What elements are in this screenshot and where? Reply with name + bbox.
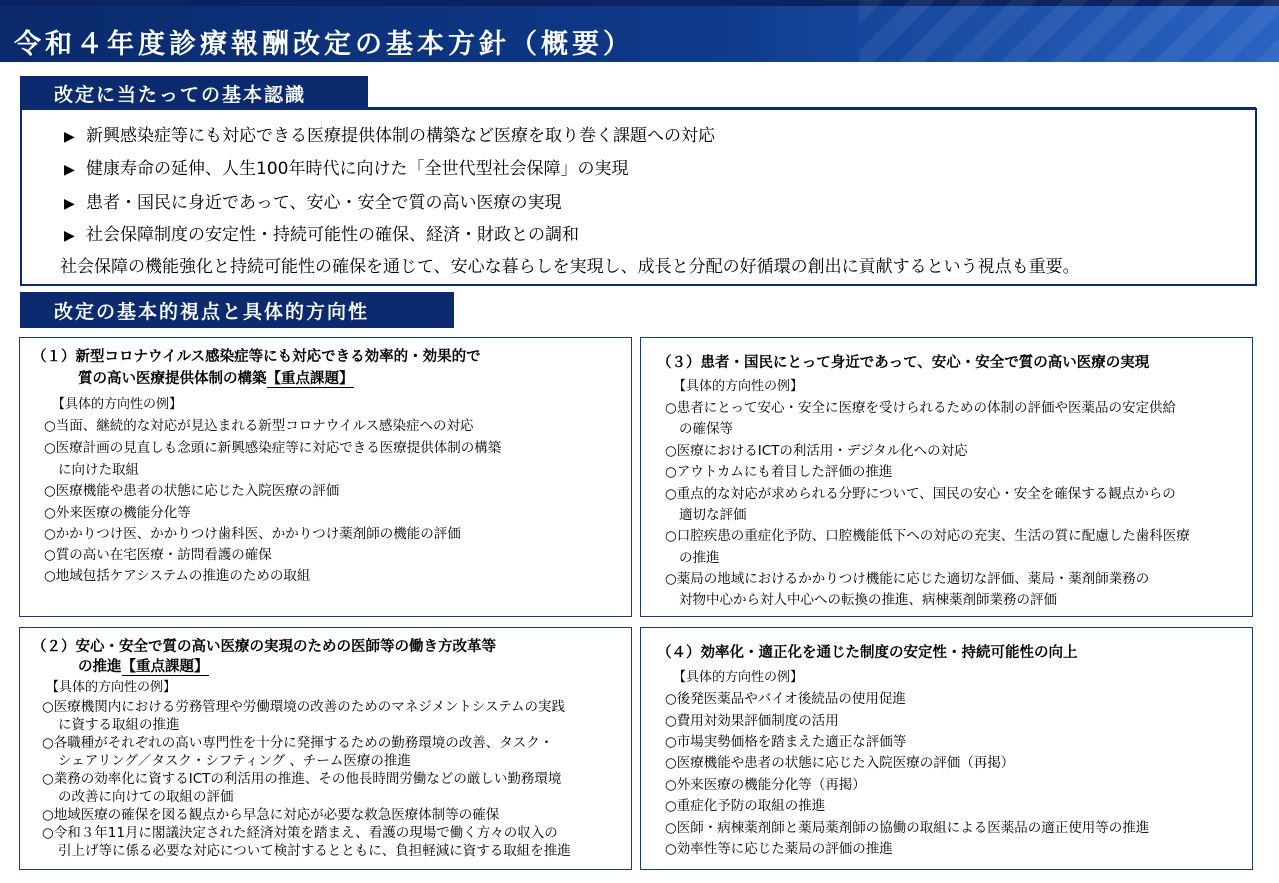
triangle-bullet-icon: ▶ xyxy=(64,162,75,178)
recognition-item: ▶ 健康寿命の延伸、人生100年時代に向けた「全世代型社会保障」の実現 xyxy=(64,159,629,179)
panel-heading-line2: 質の高い医療提供体制の構築【重点課題】 xyxy=(78,371,354,387)
viewpoint-panel-1 xyxy=(19,337,632,617)
list-item: ○地域医療の確保を図る観点から早急に対応が必要な救急医療体制等の確保 xyxy=(42,807,500,823)
viewpoint-panel-4 xyxy=(640,627,1253,870)
recognition-label: 改定に当たっての基本認識 xyxy=(20,76,368,110)
list-item: ○医師・病棟薬剤師と薬局薬剤師の協働の取組による医薬品の適正使用等の推進 xyxy=(665,820,1150,836)
list-item: ○業務の効率化に資するICTの利活用の推進、その他長時間労働などの厳しい勤務環境 xyxy=(42,771,562,787)
panel-heading: （２）安心・安全で質の高い医療の実現のための医師等の働き方改革等 xyxy=(32,639,496,655)
page-title: 令和４年度診療報酬改定の基本方針（概要） xyxy=(14,29,634,60)
list-item: ○医療機能や患者の状態に応じた入院医療の評価（再掲） xyxy=(665,755,1015,771)
list-item: ○当面、継続的な対応が見込まれる新型コロナウイルス感染症への対応 xyxy=(44,418,474,434)
panel-heading: （１）新型コロナウイルス感染症等にも対応できる効率的・効果的で xyxy=(32,349,481,365)
list-item: ○令和３年11月に閣議決定された経済対策を踏まえ、看護の現場で働く方々の収入の xyxy=(42,825,558,841)
triangle-bullet-icon: ▶ xyxy=(64,228,75,244)
list-item: 適切な評価 xyxy=(679,507,747,523)
recognition-summary: 社会保障の機能強化と持続可能性の確保を通じて、安心な暮らしを実現し、成長と分配の好循環の創出に貢献するという視点も重要。 xyxy=(60,257,1080,277)
list-item: ○医療計画の見直しも念頭に新興感染症等に対応できる医療提供体制の構築 xyxy=(44,440,502,456)
example-label: 【具体的方向性の例】 xyxy=(673,670,804,685)
list-item: ○医療機関内における労務管理や労働環境の改善のためのマネジメントシステムの実践 xyxy=(42,699,566,715)
list-item: に向けた取組 xyxy=(58,462,139,478)
list-item: ○地域包括ケアシステムの推進のための取組 xyxy=(44,568,311,584)
list-item: ○患者にとって安心・安全に医療を受けられるための体制の評価や医薬品の安定供給 xyxy=(665,400,1177,416)
list-item: の改善に向けての取組の評価 xyxy=(58,789,234,805)
list-item: ○重点的な対応が求められる分野について、国民の安心・安全を確保する観点からの xyxy=(665,486,1176,502)
list-item: ○薬局の地域におけるかかりつけ機能に応じた適切な評価、薬局・薬剤師業務の xyxy=(665,571,1150,587)
recognition-item: ▶ 新興感染症等にも対応できる医療提供体制の構築など医療を取り巻く課題への対応 xyxy=(64,126,715,146)
example-label: 【具体的方向性の例】 xyxy=(673,379,804,394)
list-item: ○各職種がそれぞれの高い専門性を十分に発揮するための勤務環境の改善、タスク・ xyxy=(42,735,554,751)
recognition-box xyxy=(20,108,1257,286)
priority-badge: 【重点課題】 xyxy=(121,659,209,675)
list-item: ○市場実勢価格を踏まえた適正な評価等 xyxy=(665,734,907,750)
list-item: ○医療におけるICTの利活用・デジタル化への対応 xyxy=(665,443,968,459)
viewpoint-panel-3 xyxy=(640,337,1253,617)
recognition-item: ▶ 社会保障制度の安定性・持続可能性の確保、経済・財政との調和 xyxy=(64,225,579,245)
list-item: ○かかりつけ医、かかりつけ歯科医、かかりつけ薬剤師の機能の評価 xyxy=(44,526,461,542)
list-item: の推進 xyxy=(679,550,720,566)
list-item: ○外来医療の機能分化等（再掲） xyxy=(665,777,866,793)
list-item: ○後発医薬品やバイオ後続品の使用促進 xyxy=(665,691,906,707)
recognition-item: ▶ 患者・国民に身近であって、安心・安全で質の高い医療の実現 xyxy=(64,193,562,213)
list-item: 対物中心から対人中心への転換の推進、病棟薬剤師業務の評価 xyxy=(679,592,1057,608)
list-item: ○質の高い在宅医療・訪問看護の確保 xyxy=(44,547,272,563)
panel-heading: （４）効率化・適正化を通じた制度の安定性・持続可能性の向上 xyxy=(657,645,1078,661)
list-item: ○アウトカムにも着目した評価の推進 xyxy=(665,464,893,480)
list-item: シェアリング／タスク・シフティング 、チーム医療の推進 xyxy=(58,753,411,769)
viewpoint-panel-2 xyxy=(19,627,632,870)
list-item: ○費用対効果評価制度の活用 xyxy=(665,713,839,729)
triangle-bullet-icon: ▶ xyxy=(64,196,75,212)
list-item: ○口腔疾患の重症化予防、口腔機能低下への対応の充実、生活の質に配慮した歯科医療 xyxy=(665,528,1190,544)
list-item: ○外来医療の機能分化等 xyxy=(44,505,191,521)
priority-badge: 【重点課題】 xyxy=(266,371,354,387)
header-top-strip xyxy=(0,0,1279,6)
list-item: ○効率性等に応じた薬局の評価の推進 xyxy=(665,841,893,857)
example-label: 【具体的方向性の例】 xyxy=(46,680,177,695)
list-item: 引上げ等に係る必要な対応について検討するとともに、負担軽減に資する取組を推進 xyxy=(58,843,571,859)
viewpoints-label: 改定の基本的視点と具体的方向性 xyxy=(20,292,454,328)
panel-heading-line2: の推進【重点課題】 xyxy=(78,659,209,675)
panel-heading: （３）患者・国民にとって身近であって、安心・安全で質の高い医療の実現 xyxy=(657,355,1150,371)
list-item: ○重症化予防の取組の推進 xyxy=(665,798,826,814)
list-item: に資する取組の推進 xyxy=(58,717,180,733)
list-item: ○医療機能や患者の状態に応じた入院医療の評価 xyxy=(44,483,340,499)
list-item: の確保等 xyxy=(679,421,733,437)
triangle-bullet-icon: ▶ xyxy=(64,129,75,145)
example-label: 【具体的方向性の例】 xyxy=(52,397,183,412)
